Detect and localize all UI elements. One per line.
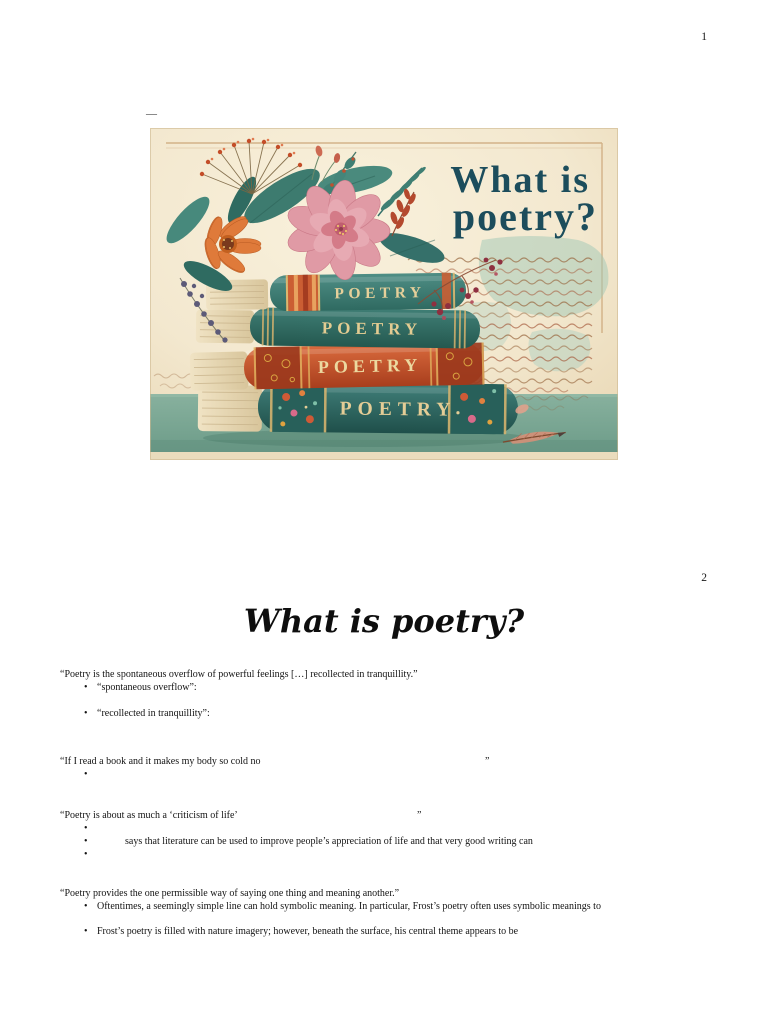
caption-dash: — (146, 108, 157, 120)
bullet-marker: • (84, 708, 88, 719)
bullet-text: says that literature can be used to improve people’s appreciation of life and that very good writing can (125, 836, 533, 847)
bullet-item (84, 682, 197, 694)
bullet-item (84, 836, 533, 848)
red-band-left (286, 275, 320, 311)
quote-line-2: “If I read a book and it makes my body so cold no (60, 756, 261, 767)
book-spine-4 (198, 381, 519, 434)
poetry-cover-illustration (150, 128, 618, 460)
bullet-item (84, 708, 210, 720)
quote-line-4: “Poetry provides the one permissible way of saying one thing and meaning another.” (60, 888, 400, 899)
bullet-marker: • (84, 769, 88, 780)
bullet-marker: • (84, 823, 88, 834)
bullet-item-empty (84, 823, 97, 835)
bullet-text: Frost’s poetry is filled with nature imagery; however, beneath the surface, his central theme appears to be (97, 926, 519, 937)
quote-line-3: “Poetry is about as much a ‘criticism of life’ (60, 810, 238, 821)
book-spine-label: POETRY (321, 318, 423, 339)
closing-quote-2: ” (485, 756, 490, 767)
cover-art (150, 128, 618, 460)
book-spine-label: POETRY (339, 398, 457, 421)
book-spine-label: POETRY (334, 284, 426, 303)
bullet-marker: • (84, 926, 88, 937)
bullet-item (84, 926, 518, 938)
page2-title: What is poetry? (243, 602, 525, 640)
bullet-item (84, 901, 601, 913)
page-number-2: 2 (701, 572, 707, 584)
bullet-marker: • (84, 901, 88, 912)
bullet-marker: • (84, 836, 88, 847)
bullet-marker: • (84, 849, 88, 860)
closing-quote-3: ” (417, 810, 422, 821)
page-number-1: 1 (701, 31, 707, 43)
quote-line-1: “Poetry is the spontaneous overflow of powerful feelings […] recollected in tranquillity.” (60, 669, 418, 680)
bullet-item-empty (84, 849, 97, 861)
bullet-marker: • (84, 682, 88, 693)
bullet-text: Oftentimes, a seemingly simple line can hold symbolic meaning. In particular, Frost’s poetry often uses symbolic meanings to (97, 901, 601, 912)
bullet-item-empty (84, 769, 97, 781)
cover-title-line2: poetry? (452, 194, 598, 239)
bullet-text: “recollected in tranquillity”: (97, 708, 210, 719)
cover-title-line1: What is (450, 159, 590, 201)
book-spine-label: POETRY (317, 354, 423, 377)
bullet-text: “spontaneous overflow”: (97, 682, 197, 693)
